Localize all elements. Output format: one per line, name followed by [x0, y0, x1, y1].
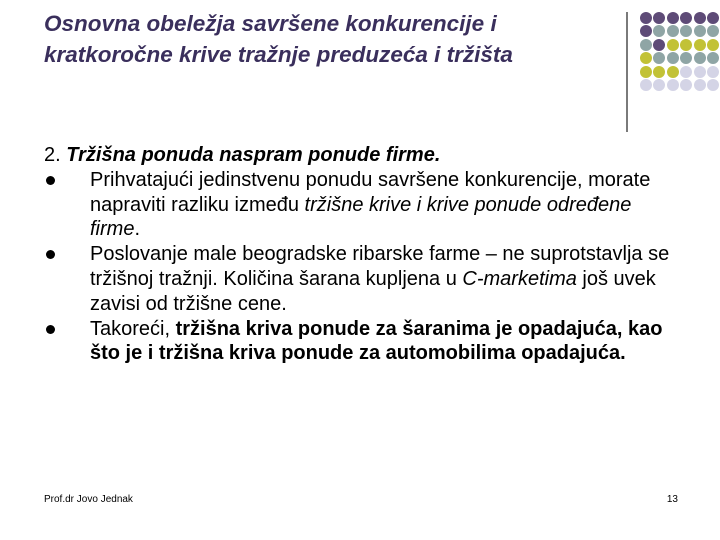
decorative-dot: [680, 79, 692, 91]
decorative-dot: [640, 52, 652, 64]
decorative-dot: [707, 79, 719, 91]
decorative-dot: [653, 52, 665, 64]
decorative-dot: [640, 66, 652, 78]
decorative-dot: [667, 25, 679, 37]
decorative-dot: [694, 39, 706, 51]
decorative-dot: [680, 52, 692, 64]
decorative-dot: [707, 12, 719, 24]
decorative-dot: [680, 25, 692, 37]
bullet-1-text: Prihvatajući jedinstvenu ponudu savršene konkurencije, morate napraviti razliku između: [90, 168, 651, 216]
bullet-icon: [46, 250, 55, 259]
decorative-dot: [640, 39, 652, 51]
decorative-dot: [653, 79, 665, 91]
decorative-dot: [667, 52, 679, 64]
section-heading-text: Tržišna ponuda naspram ponude firme.: [66, 144, 441, 166]
bullet-2-text: Poslovanje male beogradske ribarske farme – ne suprotstavlja se tržišnoj tražnji. Količina šarana kupljena u: [90, 243, 670, 290]
decorative-dot: [707, 25, 719, 37]
decorative-dot: [707, 66, 719, 78]
decorative-dot: [667, 39, 679, 51]
bullet-item-1: [44, 168, 684, 242]
decorative-dot: [667, 12, 679, 24]
bullet-2-end: još uvek zavisi od tržišne cene.: [90, 267, 656, 315]
bullet-2-italic: C-marketima: [462, 267, 577, 290]
bullet-3-bold: tržišna kriva ponude za šaranima je opadajuća, kao što je i tržišna kriva ponude za automobilima opadajuća.: [90, 317, 663, 365]
decorative-dot: [707, 52, 719, 64]
page-number: 13: [666, 494, 678, 505]
bullet-1-end: .: [134, 218, 141, 241]
decorative-dot: [694, 12, 706, 24]
decorative-dot: [653, 66, 665, 78]
decorative-dot: [653, 25, 665, 37]
decorative-dot: [680, 39, 692, 51]
title-divider-line: [626, 12, 628, 132]
bullet-item-3: [44, 317, 684, 367]
decorative-dot: [640, 25, 652, 37]
decorative-dot: [653, 12, 665, 24]
footer-author: Prof.dr Jovo Jednak: [44, 494, 133, 505]
decorative-dot: [694, 79, 706, 91]
bullet-icon: [46, 176, 55, 185]
slide-body: [44, 143, 684, 366]
decorative-dot: [640, 12, 652, 24]
decorative-dot: [653, 39, 665, 51]
decorative-dot: [694, 52, 706, 64]
slide-title: Osnovna obeležja savršene konkurencije i kratkoročne krive tražnje preduzeća i tržišta: [44, 11, 513, 67]
decorative-dot: [667, 66, 679, 78]
section-heading: [44, 143, 684, 168]
section-number: 2.: [44, 144, 67, 166]
bullet-1-italic: tržišne krive i krive ponude određene firme: [90, 193, 632, 241]
decorative-dot: [680, 66, 692, 78]
decorative-dot: [694, 66, 706, 78]
bullet-item-2: [44, 242, 684, 316]
decorative-dot: [707, 39, 719, 51]
bullet-icon: [46, 325, 55, 334]
decorative-dot: [640, 79, 652, 91]
decorative-dot: [680, 12, 692, 24]
decorative-dot: [667, 79, 679, 91]
decorative-dot: [694, 25, 706, 37]
bullet-3-text: Takoreći,: [90, 317, 176, 340]
